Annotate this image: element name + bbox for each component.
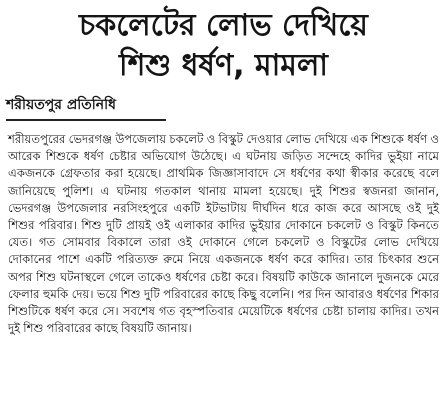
headline-line-2: শিশু ধর্ষণ, মামলা <box>118 48 328 83</box>
headline-line-1: চকলেটের লোভ দেখিয়ে <box>79 8 368 43</box>
article-body: শরীয়তপুরের ভেদরগঞ্জ উপজেলায় চকলেট ও বিস্কুট দেওয়ার লোভ দেখিয়ে এক শিশুকে ধর্ষণ ও আরেক শিশুকে ধর্ষণ চেষ্টার অভিযোগ উঠেছে। এ ঘটনায় জড়িত সন্দেহে কাদির ভুইয়া নামে একজনকে গ্রেফতার করা হয়েছে। প্রাথমিক জিজ্ঞাসাবাদে সে ধর্ষণের কথা স্বীকার করেছে বলে জানিয়েছে পুলিশ। এ ঘটনায় গতকাল থানায় মামলা হয়েছে। দুই শিশুর স্বজনরা জানান, ভেদরগঞ্জ উপজেলার নরসিংহপুরে একটি ইটভাটায় দীর্ঘদিন ধরে কাজ করে আসছে ওই দুই শিশুর পরিবার। শিশু দুটি প্রায়ই ওই এলাকার কাদির ভুইয়ার দোকানে চকলেট ও বিস্কুট কিনতে যেত। গত সোমবার বিকালে তারা ওই দোকানে গেলে চকলেট ও বিস্কুটের লোভ দেখিয়ে দোকানের পাশে একটি পরিত্যক্ত রুমে নিয়ে একজনকে ধর্ষণ করে কাদির। তার চিৎকার শুনে অপর শিশু ঘটনাস্থলে গেলে তাকেও ধর্ষণের চেষ্টা করে। বিষয়টি কাউকে জানালে দুজনকে মেরে ফেলার হুমকি দেয়। ভয়ে শিশু দুটি পরিবারের কাছে কিছু বলেনি। পর দিন আবারও ধর্ষণের শিকার শিশুটিকে ধর্ষণ করে সে। সবশেষ গত বৃহস্পতিবার মেয়েটিকে ধর্ষণের চেষ্টা চালায় কাদির। তখন দুই শিশু পরিবারের কাছে বিষয়টি জানায়। <box>8 132 439 336</box>
headline <box>0 0 447 86</box>
byline: শরীয়তপুর প্রতিনিধি <box>6 97 116 113</box>
byline-underline <box>6 119 166 121</box>
